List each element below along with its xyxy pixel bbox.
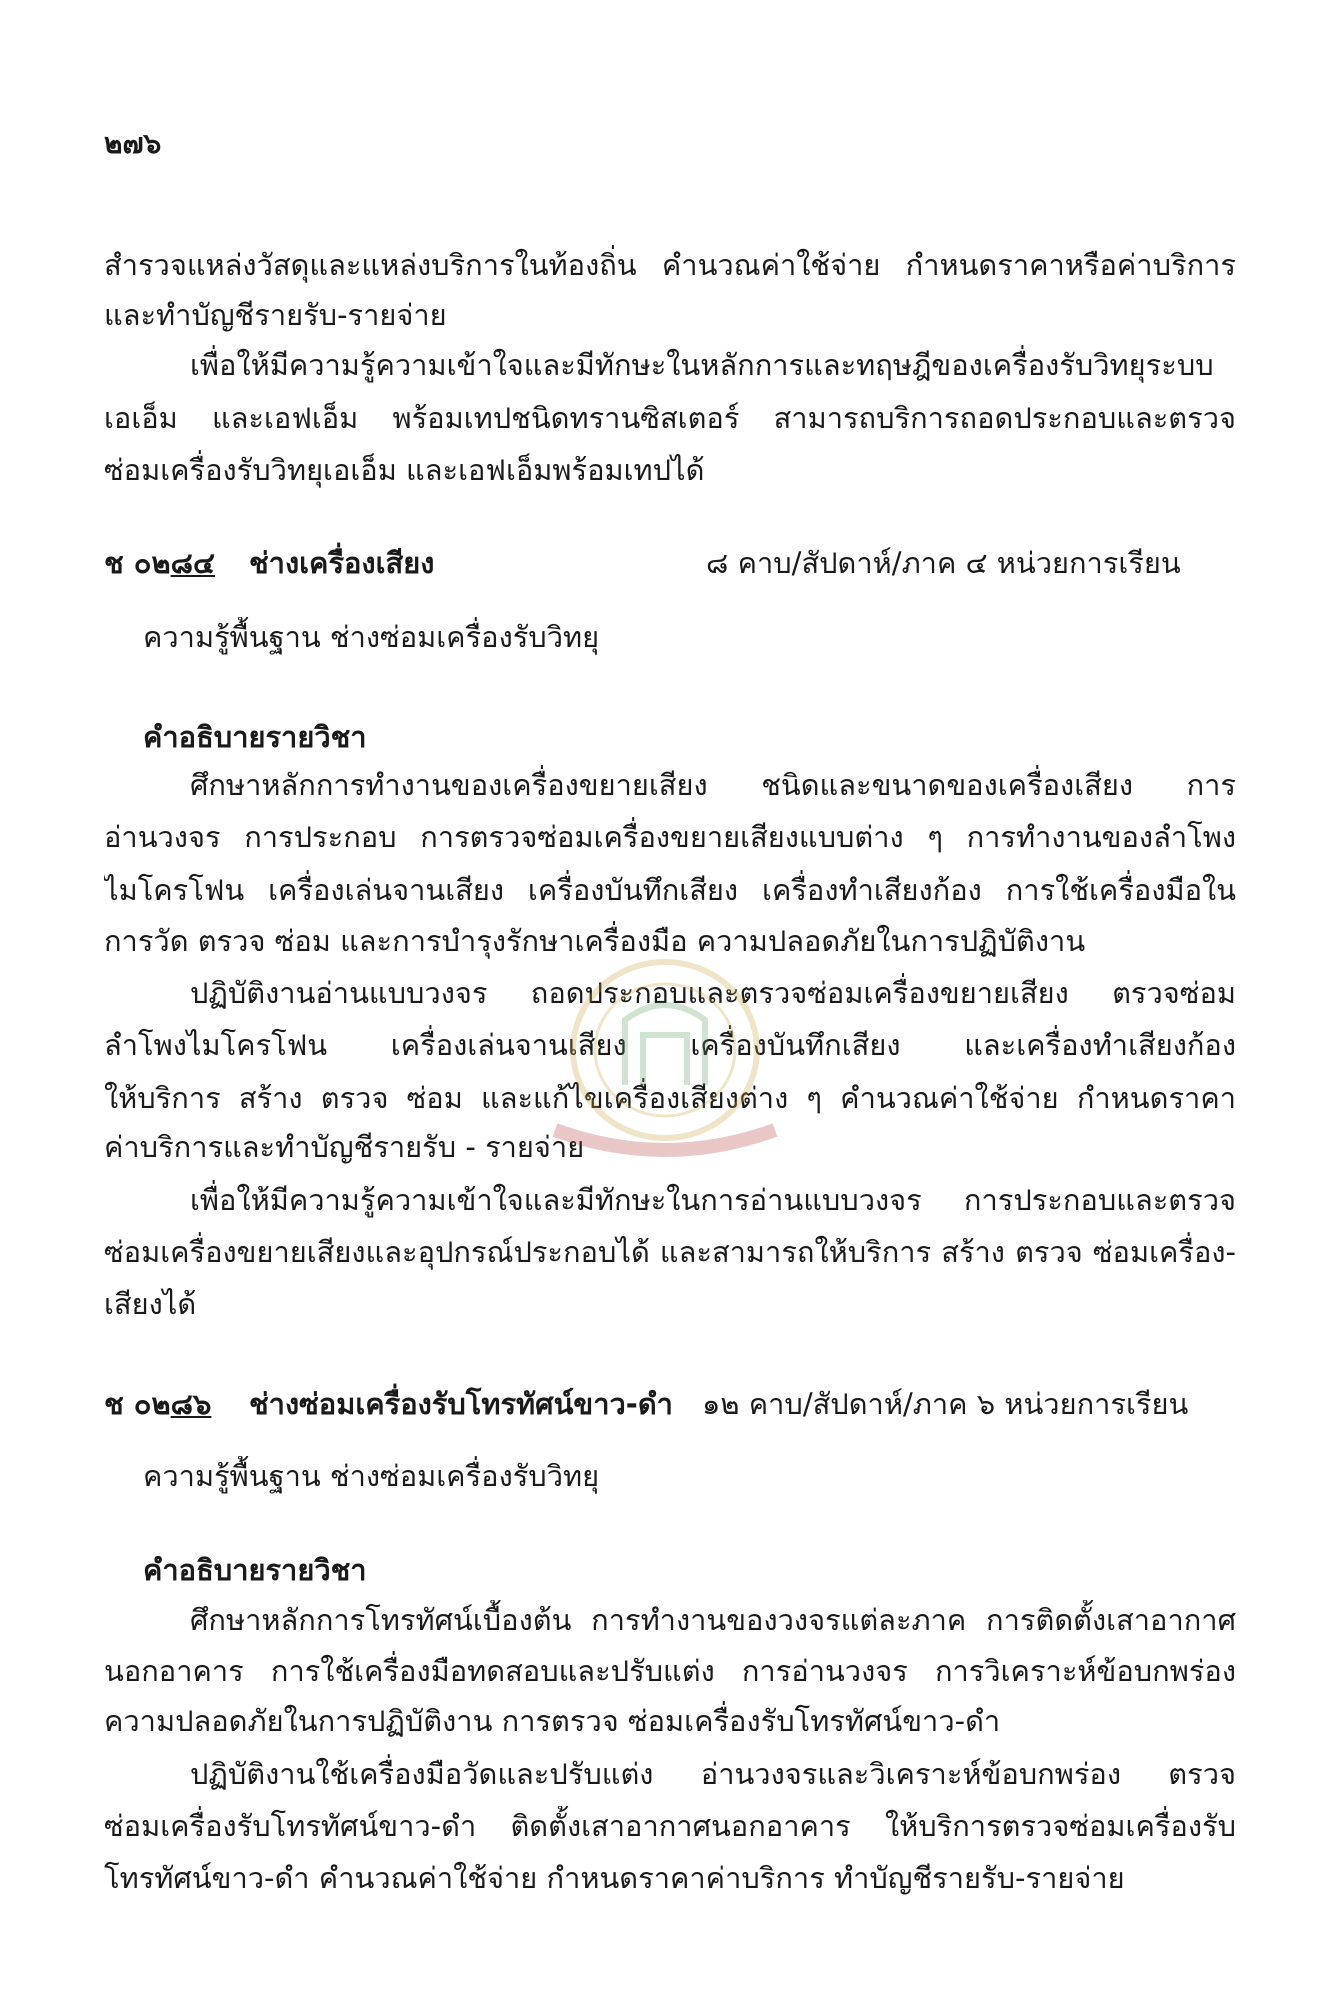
description-line: การวัด ตรวจ ซ่อม และการบำรุงรักษาเครื่องมือ ความปลอดภัยในการปฏิบัติงาน: [104, 924, 1086, 958]
description-line: ศึกษาหลักการโทรทัศน์เบื้องต้น การทำงานของวงจรแต่ละภาค การติดตั้งเสาอากาศ: [190, 1603, 1236, 1637]
description-line: ความปลอดภัยในการปฏิบัติงาน การตรวจ ซ่อมเครื่องรับโทรทัศน์ขาว-ดำ: [104, 1704, 1001, 1738]
description-line: อ่านวงจร การประกอบ การตรวจซ่อมเครื่องขยายเสียงแบบต่าง ๆ การทำงานของลำโพง: [104, 820, 1236, 854]
description-line: ปฏิบัติงานใช้เครื่องมือวัดและปรับแต่ง อ่านวงจรและวิเคราะห์ข้อบกพร่อง ตรวจ: [190, 1757, 1236, 1791]
intro-line-3: เพื่อให้มีความรู้ความเข้าใจและมีทักษะในหลักการและทฤษฎีของเครื่องรับวิทยุระบบ: [190, 348, 1214, 382]
course-title: ช่างเครื่องเสียง: [249, 546, 435, 580]
description-line: เสียงได้: [104, 1287, 197, 1321]
description-line: ให้บริการ สร้าง ตรวจ ซ่อม และแก้ไขเครื่องเสียงต่าง ๆ คำนวณค่าใช้จ่าย กำหนดราคา: [104, 1081, 1236, 1115]
description-line: เพื่อให้มีความรู้ความเข้าใจและมีทักษะในการอ่านแบบวงจร การประกอบและตรวจ: [190, 1183, 1236, 1217]
watermark-seal-icon: [515, 935, 815, 1175]
course-code-prefix: ช ๐๒: [104, 546, 171, 580]
course-code: [104, 1384, 211, 1424]
course-hours: ๘ คาบ/สัปดาห์/ภาค ๔ หน่วยการเรียน: [706, 546, 1181, 580]
description-line: ไมโครโฟน เครื่องเล่นจานเสียง เครื่องบันทึกเสียง เครื่องทำเสียงก้อง การใช้เครื่องมือใน: [104, 873, 1236, 907]
course-code-suffix: ๘๖: [170, 1387, 212, 1421]
course-hours: ๑๒ คาบ/สัปดาห์/ภาค ๖ หน่วยการเรียน: [702, 1387, 1189, 1421]
description-line: ซ่อมเครื่องขยายเสียงและอุปกรณ์ประกอบได้ และสามารถให้บริการ สร้าง ตรวจ ซ่อมเครื่อง-: [104, 1235, 1236, 1269]
description-line: ลำโพงไมโครโฟน เครื่องเล่นจานเสียง เครื่องบันทึกเสียง และเครื่องทำเสียงก้อง: [104, 1028, 1236, 1062]
description-line: ศึกษาหลักการทำงานของเครื่องขยายเสียง ชนิดและขนาดของเครื่องเสียง การ: [190, 768, 1236, 802]
course-code-suffix: ๘๔: [170, 546, 215, 580]
intro-line-4: เอเอ็ม และเอฟเอ็ม พร้อมเทปชนิดทรานซิสเตอร์ สามารถบริการถอดประกอบและตรวจ: [104, 401, 1236, 435]
description-line: โทรทัศน์ขาว-ดำ คำนวณค่าใช้จ่าย กำหนดราคาค่าบริการ ทำบัญชีรายรับ-รายจ่าย: [104, 1861, 1125, 1895]
course-prerequisite: ความรู้พื้นฐาน ช่างซ่อมเครื่องรับวิทยุ: [143, 620, 600, 654]
page-number: ๒๗๖: [104, 127, 162, 160]
description-heading: คำอธิบายรายวิชา: [143, 1553, 367, 1587]
description-line: ซ่อมเครื่องรับโทรทัศน์ขาว-ดำ ติดตั้งเสาอากาศนอกอาคาร ให้บริการตรวจซ่อมเครื่องรับ: [104, 1809, 1236, 1843]
intro-line-5: ซ่อมเครื่องรับวิทยุเอเอ็ม และเอฟเอ็มพร้อมเทปได้: [104, 453, 705, 487]
intro-line-2: และทำบัญชีรายรับ-รายจ่าย: [104, 298, 447, 332]
course-code-prefix: ช ๐๒: [104, 1387, 171, 1421]
description-line: ค่าบริการและทำบัญชีรายรับ - รายจ่าย: [104, 1130, 585, 1164]
course-code: [104, 543, 215, 583]
course-heading: [104, 543, 1236, 583]
description-heading: คำอธิบายรายวิชา: [143, 720, 367, 754]
description-line: ปฏิบัติงานอ่านแบบวงจร ถอดประกอบและตรวจซ่อมเครื่องขยายเสียง ตรวจซ่อม: [190, 976, 1236, 1010]
course-heading: [104, 1384, 1236, 1424]
course-title: ช่างซ่อมเครื่องรับโทรทัศน์ขาว-ดำ: [249, 1387, 673, 1421]
description-line: นอกอาคาร การใช้เครื่องมือทดสอบและปรับแต่ง การอ่านวงจร การวิเคราะห์ข้อบกพร่อง: [104, 1654, 1236, 1688]
course-prerequisite: ความรู้พื้นฐาน ช่างซ่อมเครื่องรับวิทยุ: [143, 1459, 600, 1493]
intro-line-1: สำรวจแหล่งวัสดุและแหล่งบริการในท้องถิ่น คำนวณค่าใช้จ่าย กำหนดราคาหรือค่าบริการ: [104, 248, 1236, 282]
